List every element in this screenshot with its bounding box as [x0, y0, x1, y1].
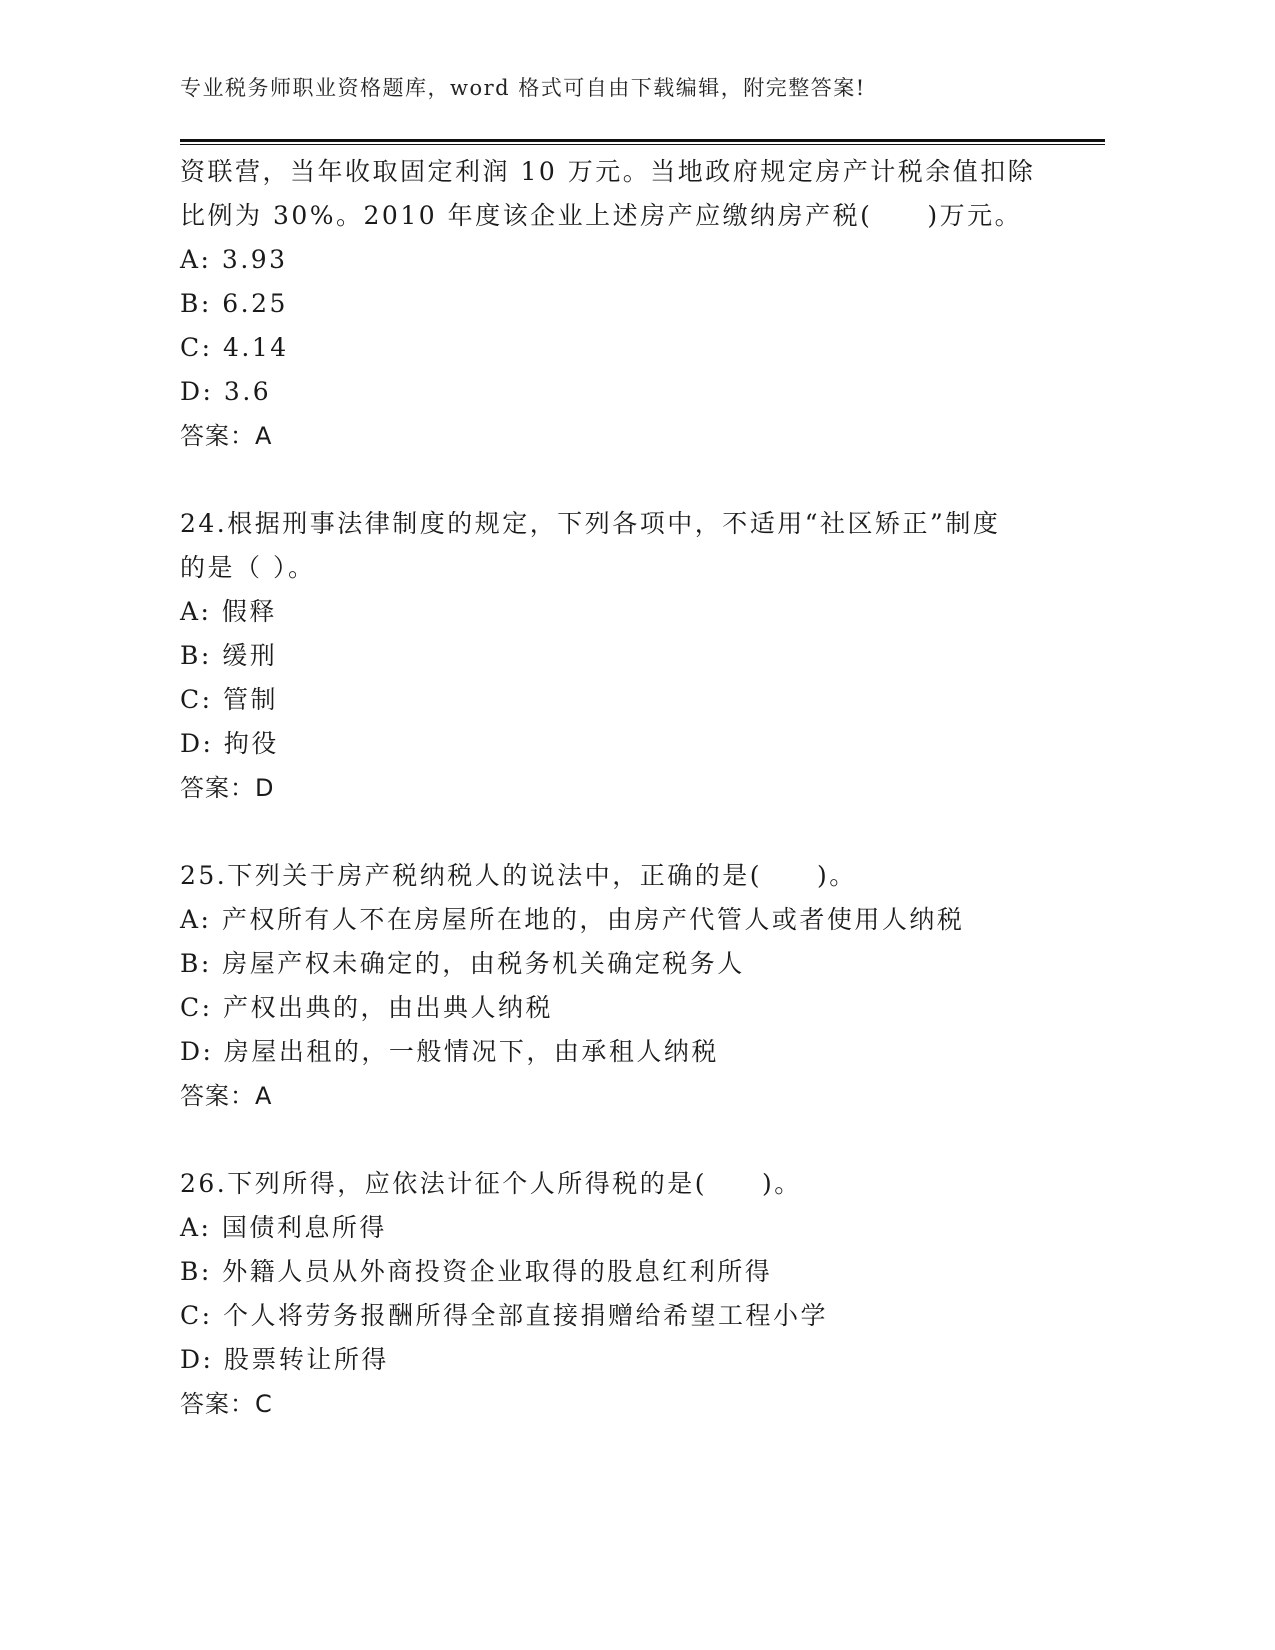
option-c: C: 4.14	[180, 333, 289, 362]
header-rule-thick	[180, 139, 1105, 142]
question-stem-line: 的是（ ）。	[180, 553, 316, 582]
page-header: 专业税务师职业资格题库，word 格式可自由下载编辑，附完整答案!	[180, 76, 866, 100]
option-a: A: 国债利息所得	[180, 1213, 387, 1242]
answer-line: 答案：D	[180, 774, 275, 802]
spacer	[180, 810, 1040, 854]
option-c: C: 个人将劳务报酬所得全部直接捐赠给希望工程小学	[180, 1301, 829, 1330]
question-24	[180, 502, 1040, 810]
option-b: B: 6.25	[180, 289, 288, 318]
option-b: B: 缓刑	[180, 641, 278, 670]
question-stem-line: 比例为 30%。2010 年度该企业上述房产应缴纳房产税( )万元。	[180, 201, 1023, 230]
option-b: B: 外籍人员从外商投资企业取得的股息红利所得	[180, 1257, 773, 1286]
question-23-continued	[180, 150, 1040, 458]
question-stem-line: 26.下列所得，应依法计征个人所得税的是( )。	[180, 1169, 802, 1198]
question-content	[180, 150, 1040, 1426]
header-rule-thin	[180, 144, 1105, 145]
option-a: A: 假释	[180, 597, 277, 626]
question-stem-line: 25.下列关于房产税纳税人的说法中，正确的是( )。	[180, 861, 857, 890]
option-b: B: 房屋产权未确定的，由税务机关确定税务人	[180, 949, 745, 978]
option-c: C: 产权出典的，由出典人纳税	[180, 993, 553, 1022]
option-a: A: 产权所有人不在房屋所在地的，由房产代管人或者使用人纳税	[180, 905, 965, 934]
question-25	[180, 854, 1040, 1118]
option-c: C: 管制	[180, 685, 278, 714]
spacer	[180, 458, 1040, 502]
answer-line: 答案：A	[180, 1082, 273, 1110]
question-26	[180, 1162, 1040, 1426]
answer-line: 答案：C	[180, 1390, 273, 1418]
question-stem-line: 资联营，当年收取固定利润 10 万元。当地政府规定房产计税余值扣除	[180, 157, 1036, 186]
option-d: D: 3.6	[180, 377, 272, 406]
option-d: D: 拘役	[180, 729, 279, 758]
option-a: A: 3.93	[180, 245, 288, 274]
answer-line: 答案：A	[180, 422, 273, 450]
option-d: D: 股票转让所得	[180, 1345, 389, 1374]
question-stem-line: 24.根据刑事法律制度的规定，下列各项中，不适用“社区矫正”制度	[180, 509, 1001, 538]
option-d: D: 房屋出租的，一般情况下，由承租人纳税	[180, 1037, 719, 1066]
spacer	[180, 1118, 1040, 1162]
